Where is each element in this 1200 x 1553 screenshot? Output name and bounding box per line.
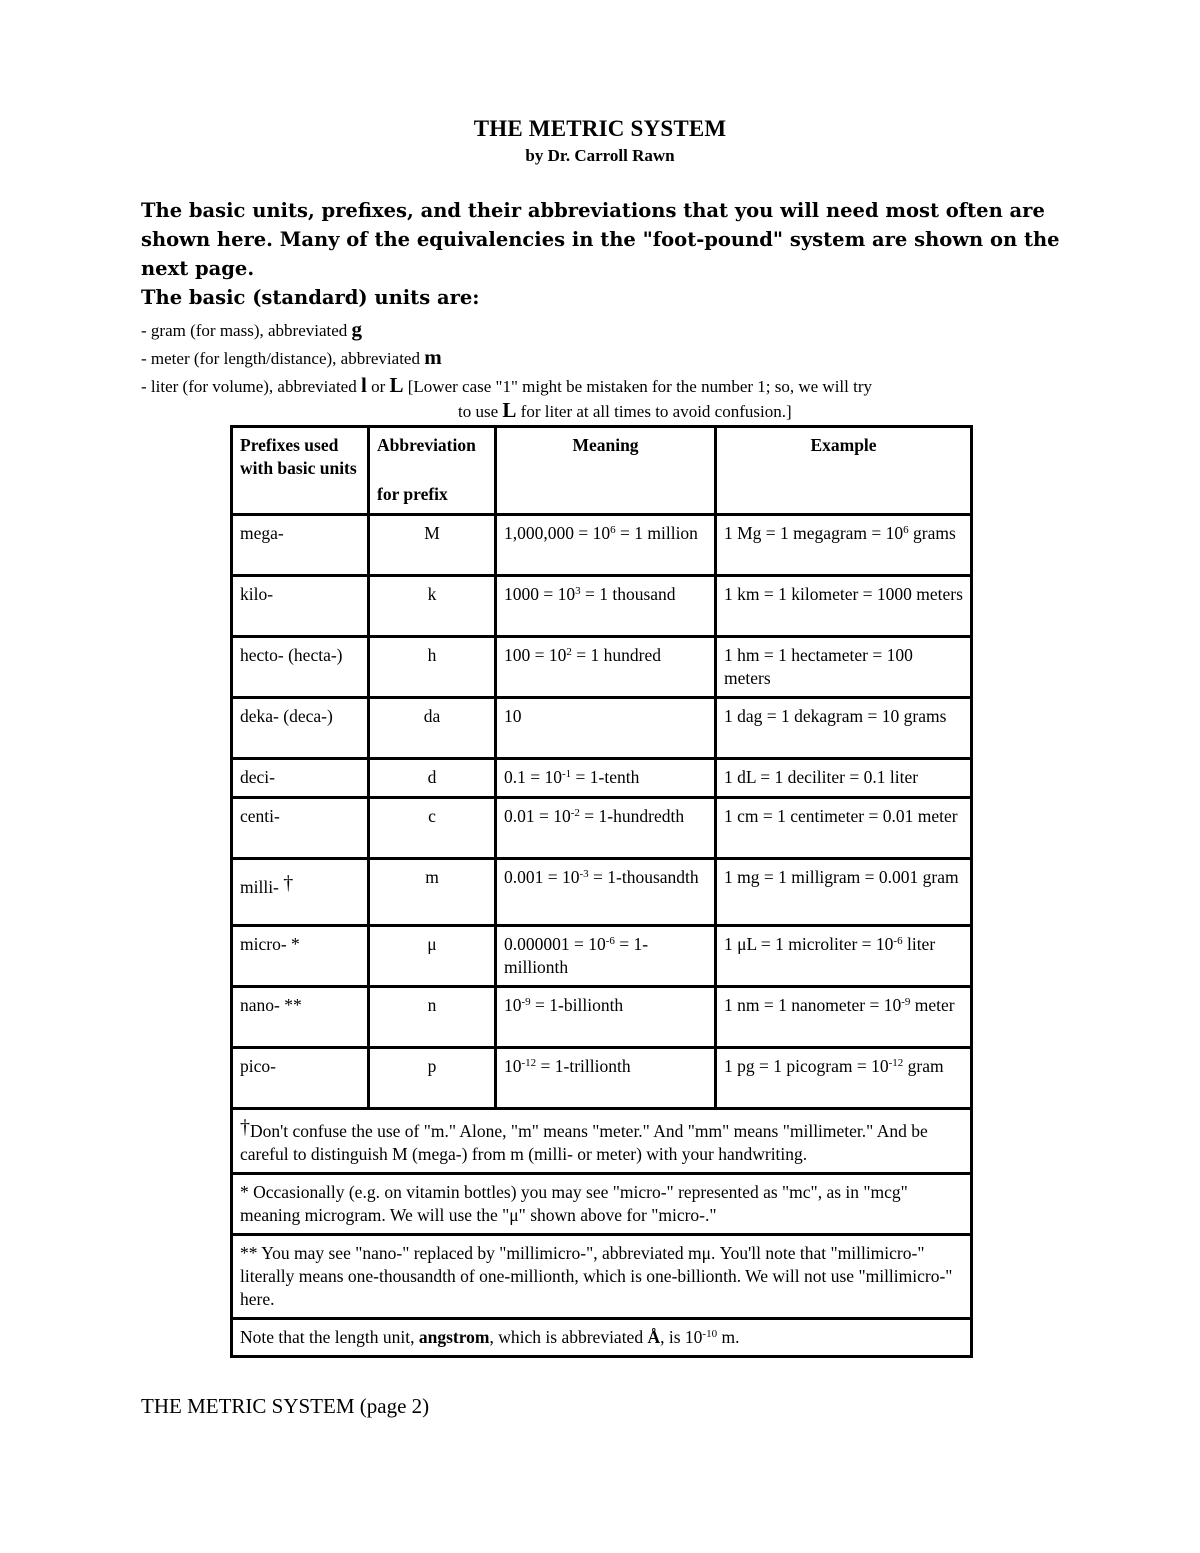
note-row-dagger xyxy=(232,1109,972,1174)
dagger-note xyxy=(232,1109,972,1174)
unit-liter-abbr-upper: L xyxy=(389,373,404,397)
cell-abbr: m xyxy=(369,859,496,926)
header-prefix: Prefixes used with basic units xyxy=(232,427,369,515)
cell-meaning: $0.001 = 10^{-3}$ = 1-thousandth xyxy=(496,859,716,926)
unit-meter xyxy=(141,344,1041,372)
cell-prefix: kilo- xyxy=(232,576,369,637)
cell-prefix: deci- xyxy=(232,759,369,798)
unit-liter xyxy=(141,372,1041,400)
cell-prefix: centi- xyxy=(232,798,369,859)
cell-example: 1 pg = 1 picogram = $10^{-12}$ gram xyxy=(716,1048,972,1109)
intro-paragraph: The basic units, prefixes, and their abbreviations that you will need most often are shown here. Many of the equivalencies in the "foot-pound" system are shown on the next page. xyxy=(141,199,1060,280)
cell-example: 1 mg = 1 milligram = 0.001 gram xyxy=(716,859,972,926)
cell-abbr: h xyxy=(369,637,496,698)
cell-example: 1 dag = 1 dekagram = 10 grams xyxy=(716,698,972,759)
cell-prefix: pico- xyxy=(232,1048,369,1109)
basic-units-list xyxy=(141,316,1041,422)
cell-meaning: $100 = 10^2 = 1$ hundred xyxy=(496,637,716,698)
prefix-table xyxy=(230,425,973,1358)
table-row xyxy=(232,515,972,576)
note-row-micro xyxy=(232,1174,972,1235)
liter-note-cont-a: to use xyxy=(458,402,503,421)
table-row xyxy=(232,1048,972,1109)
angstrom-note: Note that the length unit, angstrom, which is abbreviated Å, is $10^{-10}$ m. xyxy=(232,1319,972,1357)
cell-meaning: 10 xyxy=(496,698,716,759)
table-row xyxy=(232,926,972,987)
unit-gram xyxy=(141,316,1041,344)
cell-meaning: $0.1 = 10^{-1}$ = 1-tenth xyxy=(496,759,716,798)
intro-block xyxy=(141,196,1061,312)
cell-prefix: micro- * xyxy=(232,926,369,987)
micro-note: * Occasionally (e.g. on vitamin bottles) you may see "micro-" represented as "mc", as in "mcg" meaning microgram. We will use the "μ" shown above for "micro-." xyxy=(232,1174,972,1235)
header-abbr-line1: Abbreviation xyxy=(377,435,476,455)
cell-meaning: $1,000,000 = 10^6 = 1$ million xyxy=(496,515,716,576)
table-row xyxy=(232,859,972,926)
table-row xyxy=(232,987,972,1048)
cell-example: 1 μL = 1 microliter = $10^{-6}$ liter xyxy=(716,926,972,987)
header-meaning: Meaning xyxy=(496,427,716,515)
table-row xyxy=(232,798,972,859)
cell-meaning: $10^{-12}$ = 1-trillionth xyxy=(496,1048,716,1109)
cell-prefix: hecto- (hecta-) xyxy=(232,637,369,698)
cell-abbr: p xyxy=(369,1048,496,1109)
unit-liter-note: [Lower case "1" might be mistaken for the number 1; so, we will try xyxy=(403,377,873,396)
cell-meaning: $10^{-9}$ = 1-billionth xyxy=(496,987,716,1048)
cell-example: 1 cm = 1 centimeter = 0.01 meter xyxy=(716,798,972,859)
unit-liter-abbr-lower: l xyxy=(360,373,367,397)
standard-units-heading: The basic (standard) units are: xyxy=(141,286,480,309)
cell-example: 1 Mg = 1 megagram = $10^6$ grams xyxy=(716,515,972,576)
table-row xyxy=(232,637,972,698)
cell-abbr: n xyxy=(369,987,496,1048)
header-abbr-line2: for prefix xyxy=(377,484,448,504)
unit-gram-abbr: g xyxy=(351,317,363,341)
nano-note: ** You may see "nano-" replaced by "millimicro-", abbreviated mμ. You'll note that "millimicro-" literally means one-thousandth of one-millionth, which is one-billionth. We will not use "millimicro-" here. xyxy=(232,1235,972,1319)
cell-prefix: mega- xyxy=(232,515,369,576)
cell-abbr: M xyxy=(369,515,496,576)
page-title: THE METRIC SYSTEM xyxy=(473,116,727,141)
unit-gram-text: - gram (for mass), abbreviated xyxy=(141,321,352,340)
table-row xyxy=(232,698,972,759)
cell-meaning: $0.01 = 10^{-2}$ = 1-hundredth xyxy=(496,798,716,859)
cell-prefix: nano- ** xyxy=(232,987,369,1048)
unit-liter-text: - liter (for volume), abbreviated xyxy=(141,377,361,396)
liter-note-cont-abbr: L xyxy=(502,398,517,422)
cell-abbr: c xyxy=(369,798,496,859)
cell-abbr: k xyxy=(369,576,496,637)
unit-liter-note-continued xyxy=(141,400,1041,422)
table-row xyxy=(232,576,972,637)
dagger-note-text: Don't confuse the use of "m." Alone, "m" means "meter." And "mm" means "millimeter." And be careful to distinguish M (mega-) from m (milli- or meter) with your handwriting. xyxy=(240,1121,928,1164)
liter-note-cont-b: for liter at all times to avoid confusion.] xyxy=(516,402,792,421)
angstrom-symbol: Å xyxy=(647,1327,661,1347)
unit-liter-or: or xyxy=(366,377,390,396)
unit-meter-text: - meter (for length/distance), abbreviated xyxy=(141,349,425,368)
cell-abbr: μ xyxy=(369,926,496,987)
cell-abbr: d xyxy=(369,759,496,798)
header-example: Example xyxy=(716,427,972,515)
note-row-nano xyxy=(232,1235,972,1319)
cell-example: 1 km = 1 kilometer = 1000 meters xyxy=(716,576,972,637)
cell-prefix: deka- (deca-) xyxy=(232,698,369,759)
cell-example: 1 hm = 1 hectameter = 100 meters xyxy=(716,637,972,698)
unit-meter-abbr: m xyxy=(424,345,442,369)
header-abbreviation xyxy=(369,427,496,515)
cell-prefix: milli- † xyxy=(232,859,369,926)
cell-meaning: $1000 = 10^3 = 1$ thousand xyxy=(496,576,716,637)
table-row xyxy=(232,759,972,798)
note-row-angstrom xyxy=(232,1319,972,1357)
cell-example: 1 nm = 1 nanometer = $10^{-9}$ meter xyxy=(716,987,972,1048)
page2-heading: THE METRIC SYSTEM (page 2) xyxy=(141,1394,430,1418)
dagger-mark: † xyxy=(240,1116,250,1138)
angstrom-term: angstrom xyxy=(418,1327,490,1347)
cell-abbr: da xyxy=(369,698,496,759)
author-byline: by Dr. Carroll Rawn xyxy=(525,146,675,165)
cell-meaning: $0.000001 = 10^{-6}$ = 1-millionth xyxy=(496,926,716,987)
cell-example: 1 dL = 1 deciliter = 0.1 liter xyxy=(716,759,972,798)
table-header-row xyxy=(232,427,972,515)
